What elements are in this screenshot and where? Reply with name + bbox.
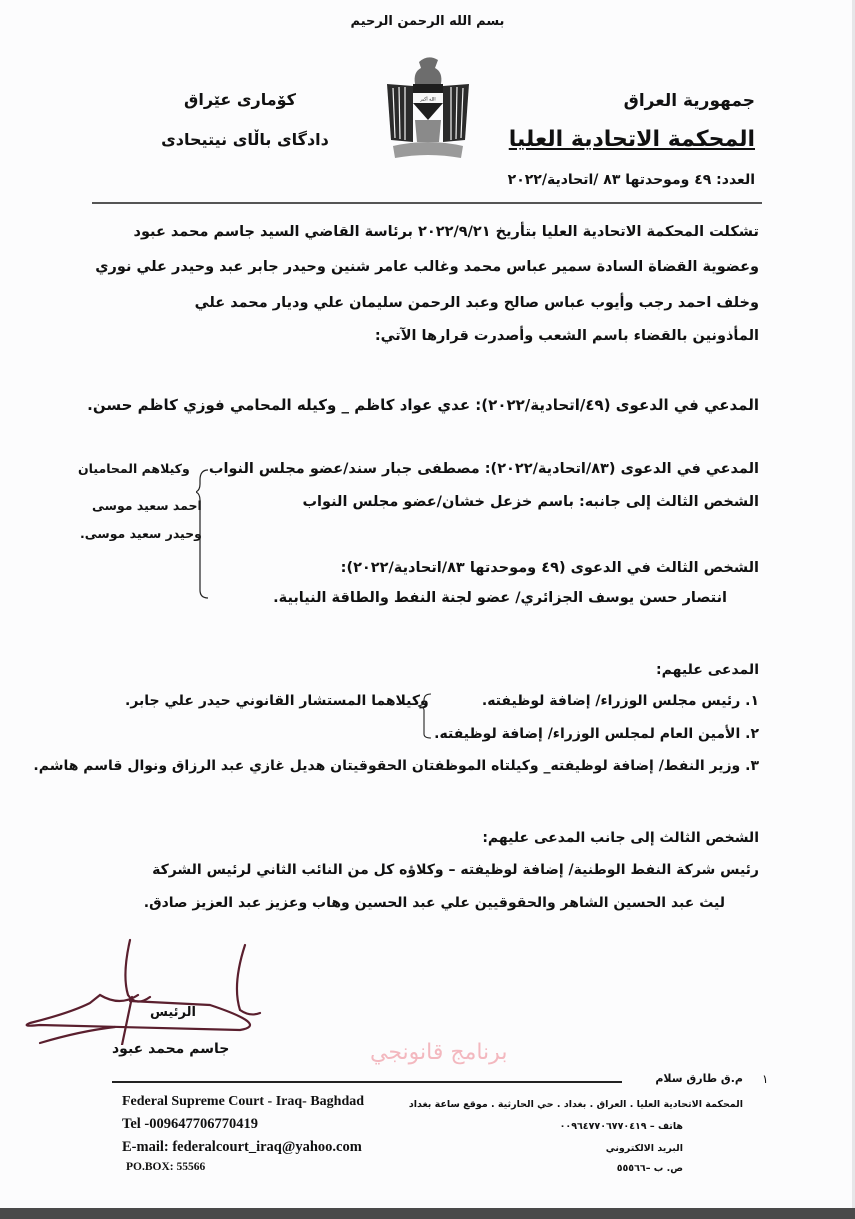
watermark: برنامج قانونجي [370, 1040, 508, 1065]
typist-initials: م.ق طارق سلام [655, 1072, 743, 1085]
handwritten-signature [10, 935, 290, 1045]
third-party-name: انتصار حسن يوسف الجزائري/ عضو لجنة النفط والطاقة النيابية. [273, 590, 727, 606]
footer-pobox-ar: ص. ب –٥٥٥٦٦ [616, 1163, 683, 1174]
formation-line: المأذونين بالقضاء باسم الشعب وأصدرت قرارها الآتي: [374, 328, 759, 344]
kurdish-court-title: دادگای باڵای نیتیحادی [161, 130, 329, 149]
third-party-def-heading: الشخص الثالث إلى جانب المدعى عليهم: [482, 830, 759, 846]
third-party-def-line: رئيس شركة النفط الوطنية/ إضافة لوظيفته – وكلاؤه كل من النائب الثاني لرئيس الشركة [152, 862, 759, 878]
footer-email-en: E-mail: federalcourt_iraq@yahoo.com [122, 1139, 362, 1155]
footer-phone-ar: هاتف – ٠٠٩٦٤٧٧٠٦٧٧٠٤١٩ [559, 1121, 683, 1132]
plaintiff-case-49: المدعي في الدعوى (٤٩/اتحادية/٢٠٢٢): عدي عواد كاظم _ وكيله المحامي فوزي كاظم حسن. [87, 396, 759, 414]
curly-brace-icon [417, 692, 433, 740]
third-party-def-line: ليث عبد الحسين الشاهر والحقوقيين علي عبد الحسين وهاب وعزيز عبد العزيز صادق. [143, 895, 725, 911]
footer-pobox-en: PO.BOX: 55566 [126, 1161, 206, 1173]
republic-title: جمهورية العراق [623, 91, 755, 111]
defendant-item: ٢. الأمين العام لمجلس الوزراء/ إضافة لوظيفته. [434, 726, 759, 742]
plaintiff-case-83: المدعي في الدعوى (٨٣/اتحادية/٢٠٢٢): مصطفى جبار سند/عضو مجلس النواب [208, 461, 759, 477]
footer-address-ar: المحكمة الاتحادية العليا . العراق . بغداد . حي الحارثية . موقع ساعة بغداد [408, 1099, 743, 1110]
footer-tel-en: Tel -009647706770419 [122, 1116, 259, 1132]
iraq-eagle-emblem [383, 54, 473, 170]
basmala: بسم الله الرحمن الرحيم [350, 14, 505, 29]
defendants-lawyer: وكيلاهما المستشار القانوني حيدر علي جابر. [125, 693, 429, 709]
header-divider [92, 202, 762, 204]
third-party-heading: الشخص الثالث في الدعوى (٤٩ وموحدتها ٨٣/اتحادية/٢٠٢٢): [340, 560, 759, 576]
signatory-name: جاسم محمد عبود [112, 1041, 230, 1057]
defendant-item: ٣. وزير النفط/ إضافة لوظيفته_ وكيلتاه الموظفتان الحقوقيتان هديل غازي عبد الرزاق ونوال قاسم هاشم. [33, 758, 759, 774]
formation-line: تشكلت المحكمة الاتحادية العليا بتأريخ ٢٠٢٢/٩/٢١ برئاسة القاضي السيد جاسم محمد عبود [133, 224, 759, 240]
signature-title: الرئيس [150, 1005, 196, 1020]
footer-org-en: Federal Supreme Court - Iraq- Baghdad [122, 1094, 365, 1109]
lawyers-side-note: وكيلاهم المحاميان [78, 461, 190, 476]
court-title: المحكمة الاتحادية العليا [508, 127, 755, 152]
kurdish-republic-title: كۆماری عێراق [184, 90, 296, 109]
lawyer-name: احمد سعيد موسى [92, 498, 202, 513]
lawyer-name: وحيدر سعيد موسى. [80, 526, 202, 541]
curly-brace-icon [196, 468, 210, 600]
formation-line: وعضوية القضاة السادة سمير عباس محمد وغالب عامر شنين وحيدر جابر عبد وحيدر علي نوري [95, 259, 759, 275]
defendants-heading: المدعى عليهم: [656, 662, 759, 678]
case-number: العدد: ٤٩ وموحدتها ٨٣ /اتحادية/٢٠٢٢ [507, 172, 755, 188]
page-number: ١ [762, 1072, 769, 1086]
formation-line: وخلف احمد رجب وأيوب عباس صالح وعبد الرحمن سليمان علي وديار محمد علي [194, 295, 759, 311]
footer-email-ar: البريد الالكتروني [605, 1143, 683, 1154]
emblem-inscription: الله أكبر [420, 97, 436, 103]
viewer-bottom-bar [0, 1208, 855, 1219]
defendant-item: ١. رئيس مجلس الوزراء/ إضافة لوظيفته. [481, 693, 759, 709]
footer-divider [112, 1081, 622, 1083]
third-party-case-83: الشخص الثالث إلى جانبه: باسم خزعل خشان/عضو مجلس النواب [302, 494, 759, 510]
